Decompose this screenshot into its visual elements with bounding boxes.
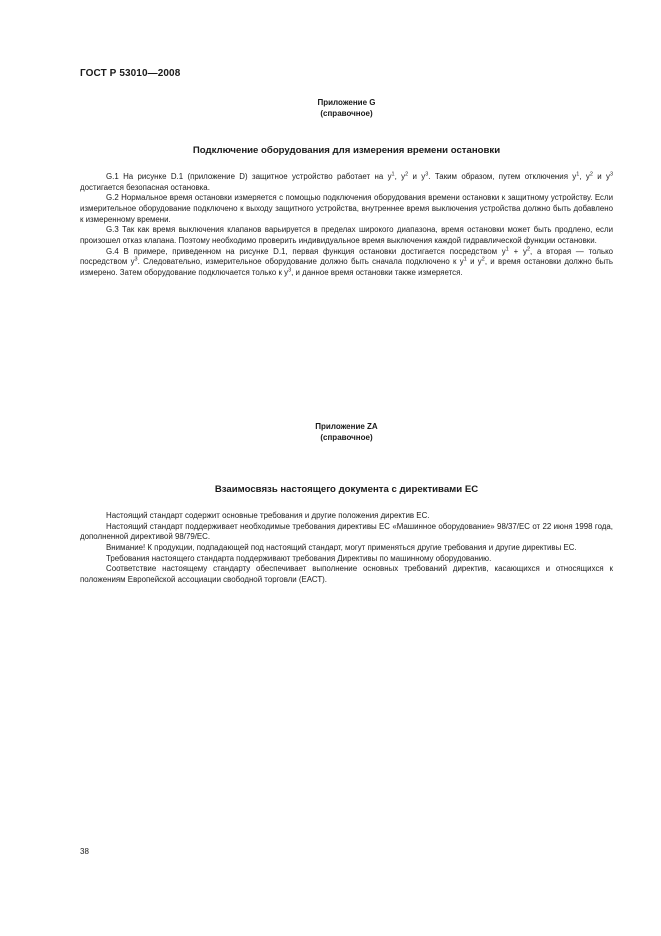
superscript: 2 (589, 171, 593, 178)
superscript: 1 (391, 171, 395, 178)
annex-za-status: (справочное) (320, 433, 373, 442)
superscript: 2 (481, 256, 485, 263)
document-header: ГОСТ Р 53010—2008 (80, 68, 181, 79)
paragraph-text: , и данное время остановки также измеряется. (291, 267, 463, 277)
paragraph-text: Соответствие настоящему стандарту обеспечивает выполнение основных требований директив, касающихся и относящихся к положениям Европейской ассоциации свободной торговли (ЕАСТ). (80, 564, 613, 584)
paragraph-text: G.3 Так как время выключения клапанов варьируется в пределах широкого диапазона, время остановки может быть продлено, если произошел отказ клапана. Поэтому необходимо проверить индивидуальное время выключения каждой гидравлической функции остановки. (80, 225, 613, 245)
superscript: 1 (505, 245, 509, 252)
paragraph-text: Требования настоящего стандарта поддерживают требования Директивы по машинному оборудованию. (106, 553, 492, 563)
paragraph-text: Настоящий стандарт поддерживает необходимые требования директивы ЕС «Машинное оборудование» 98/37/ЕС от 22 июня 1998 года, дополненной директивой 98/79/ЕС. (80, 521, 613, 542)
paragraph-text: , y (394, 172, 406, 181)
superscript: 2 (405, 171, 409, 178)
paragraph (80, 554, 613, 565)
paragraph-text: и y (408, 172, 426, 181)
paragraph-text: Внимание! К продукции, подпадающей под настоящий стандарт, могут применяться другие требования и другие директивы ЕС. (106, 542, 577, 552)
paragraph-text: . Следовательно, измерительное оборудование должно быть сначала подключено к y (137, 257, 464, 267)
paragraph-text: и y (466, 257, 482, 267)
paragraph (80, 522, 613, 543)
paragraph-text: , и время остановки должно быть измерено. Затем оборудование подключается только к y (80, 257, 613, 277)
annex-za-label: Приложение ZA (315, 422, 378, 431)
superscript: 1 (463, 256, 467, 263)
paragraph (80, 564, 613, 585)
paragraph-text: Настоящий стандарт содержит основные требования и другие положения директив ЕС. (106, 511, 430, 520)
paragraph-text: , а вторая — только посредством y (80, 246, 613, 267)
paragraph-text: G.2 Нормальное время остановки измеряется с помощью подключения оборудования времени остановки к защитному устройству. Если измерительное оборудование подключено к выходу защитного устройства, внутреннее время выключения устройства должно быть добавлено к измеренному времени. (80, 193, 613, 224)
paragraph (80, 172, 613, 193)
paragraph (80, 247, 613, 279)
annex-g-status: (справочное) (320, 109, 373, 118)
annex-g-body (80, 172, 613, 279)
superscript: 3 (134, 256, 138, 263)
paragraph-text: достигается безопасная остановка. (80, 182, 210, 192)
paragraph (80, 511, 613, 522)
paragraph (80, 543, 613, 554)
superscript: 3 (425, 171, 429, 178)
annex-za-title: Взаимосвязь настоящего документа с директивами ЕС (214, 484, 479, 495)
annex-g-title: Подключение оборудования для измерения времени остановки (192, 145, 501, 156)
paragraph-text: + y (508, 246, 527, 256)
paragraph-text: . Таким образом, путем отключения y (428, 172, 577, 181)
page-number: 38 (80, 847, 89, 856)
annex-za-heading (80, 421, 613, 443)
superscript: 3 (288, 267, 292, 274)
annex-g-heading (80, 97, 613, 119)
superscript: 3 (609, 171, 614, 178)
paragraph-text: G.1 На рисунке D.1 (приложение D) защитное устройство работает на y (106, 172, 392, 181)
annex-g-label: Приложение G (317, 98, 376, 107)
superscript: 1 (576, 171, 580, 178)
paragraph (80, 225, 613, 246)
paragraph-text: , y (579, 172, 590, 181)
paragraph-text: и y (592, 172, 610, 181)
annex-za-body (80, 511, 613, 586)
paragraph-text: G.4 В примере, приведенном на рисунке D.1, первая функция остановки достигается посредством y (106, 246, 506, 256)
paragraph (80, 193, 613, 225)
superscript: 2 (526, 245, 531, 252)
